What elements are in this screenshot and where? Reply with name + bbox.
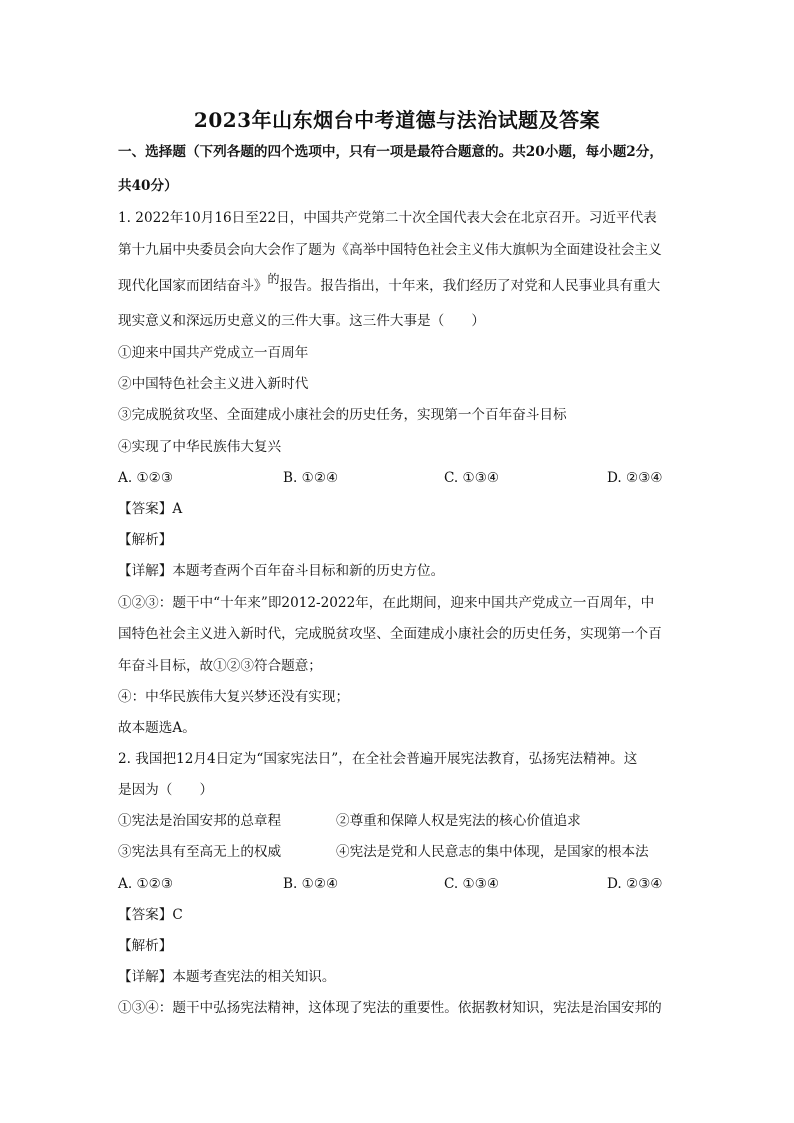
q2-item-1: ①宪法是治国安邦的总章程 [118, 813, 282, 829]
q2-item-3: ③宪法具有至高无上的权威 [118, 844, 282, 860]
q1-stem-line-3a: 现代化国家而团结奋斗》 [118, 278, 268, 294]
q2-option-b: B. ①②④ [283, 876, 339, 892]
q2-option-c: C. ①③④ [444, 876, 500, 892]
section-heading-line-1: 一、选择题（下列各题的四个选项中，只有一项是最符合题意的。共20小题，每小题2分， [118, 144, 663, 160]
q1-item-1: ①迎来中国共产党成立一百周年 [118, 345, 309, 361]
q1-stem-line-1: 1. 2022年10月16日至22日，中国共产党第二十次全国代表大会在北京召开。习近平代表 [118, 210, 657, 226]
q1-explanation-line-3: 年奋斗目标，故①②③符合题意； [118, 658, 322, 674]
q1-explanation-line-5: 故本题选A。 [118, 720, 196, 736]
q1-stem-line-3 [118, 272, 678, 296]
q1-explanation-line-2: 国特色社会主义进入新时代，完成脱贫攻坚、全面建成小康社会的历史任务，实现第一个百 [118, 626, 662, 642]
q1-explanation-line-4: ④：中华民族伟大复兴梦还没有实现； [118, 689, 350, 705]
q1-stem-superscript: 的 [267, 272, 280, 286]
q2-option-d: D. ②③④ [607, 876, 663, 892]
q1-item-2: ②中国特色社会主义进入新时代 [118, 376, 309, 392]
q1-option-d: D. ②③④ [607, 470, 663, 486]
q2-stem-line-1: 2. 我国把12月4日定为“国家宪法日”，在全社会普遍开展宪法教育，弘扬宪法精神。这 [118, 751, 638, 767]
q1-stem-line-2: 第十九届中央委员会向大会作了题为《高举中国特色社会主义伟大旗帜为全面建设社会主义 [118, 242, 662, 258]
q1-explanation-line-1: ①②③：题干中“十年来”即2012-2022年，在此期间，迎来中国共产党成立一百周年，中 [118, 595, 655, 611]
q2-item-2: ②尊重和保障人权是宪法的核心价值追求 [336, 813, 581, 829]
q1-option-c: C. ①③④ [444, 470, 500, 486]
q2-stem-line-2: 是因为（ ） [118, 782, 214, 798]
q2-item-4: ④宪法是党和人民意志的集中体现，是国家的根本法 [336, 844, 649, 860]
q2-option-a: A. ①②③ [118, 876, 174, 892]
q1-analysis-label: 【解析】 [118, 532, 173, 548]
q2-answer: 【答案】C [118, 907, 183, 923]
q1-stem-line-4: 现实意义和深远历史意义的三件大事。这三件大事是（ ） [118, 313, 486, 329]
section-heading-line-2: 共40分） [118, 178, 178, 194]
document-title: 2023年山东烟台中考道德与法治试题及答案 [193, 108, 601, 132]
q1-stem-line-3b: 报告。报告指出，十年来，我们经历了对党和人民事业具有重大 [279, 278, 661, 294]
q1-option-b: B. ①②④ [283, 470, 339, 486]
q2-detail: 【详解】本题考查宪法的相关知识。 [118, 969, 336, 985]
q1-answer: 【答案】A [118, 501, 183, 517]
q2-explanation-line-1: ①③④：题干中弘扬宪法精神，这体现了宪法的重要性。依据教材知识，宪法是治国安邦的 [118, 1000, 662, 1016]
q1-detail: 【详解】本题考查两个百年奋斗目标和新的历史方位。 [118, 563, 445, 579]
q1-option-a: A. ①②③ [118, 470, 174, 486]
q1-item-3: ③完成脱贫攻坚、全面建成小康社会的历史任务，实现第一个百年奋斗目标 [118, 407, 567, 423]
q2-analysis-label: 【解析】 [118, 938, 173, 954]
q1-item-4: ④实现了中华民族伟大复兴 [118, 439, 282, 455]
